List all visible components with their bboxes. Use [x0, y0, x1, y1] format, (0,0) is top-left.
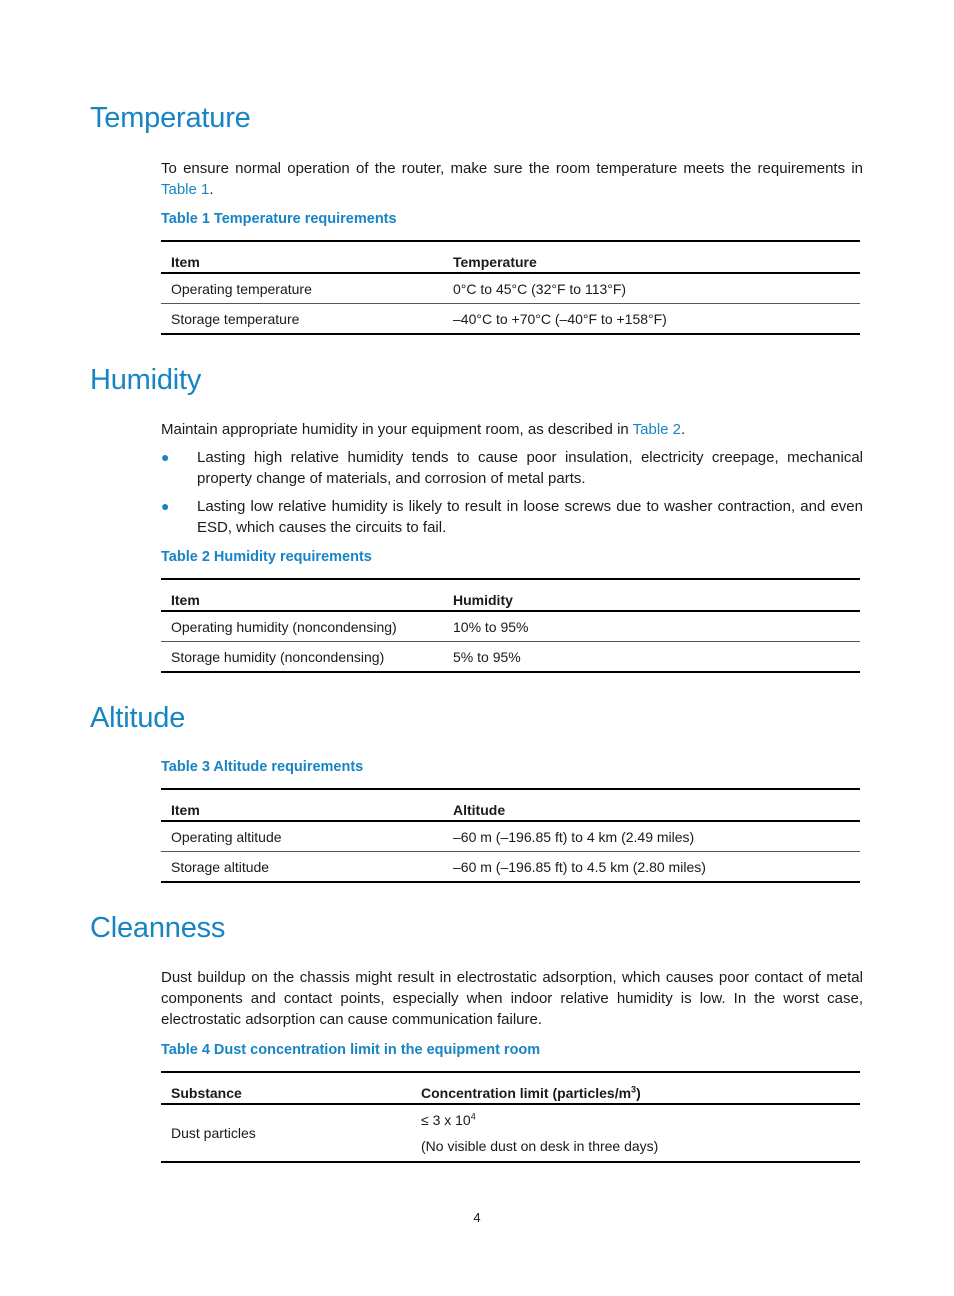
table-header-row — [161, 789, 860, 821]
table-cell — [411, 1104, 860, 1162]
table-cell: 0°C to 45°C (32°F to 113°F) — [443, 273, 860, 304]
dust-table — [161, 1071, 860, 1163]
limit-header-end: ) — [636, 1085, 641, 1101]
table-header-cell: Altitude — [443, 789, 860, 821]
table-cell: Operating humidity (noncondensing) — [161, 611, 443, 642]
table-row — [161, 821, 860, 852]
limit-exponent: 4 — [470, 1111, 476, 1122]
humidity-intro-text: Maintain appropriate humidity in your equipment room, as described in — [161, 421, 633, 438]
altitude-table — [161, 788, 860, 883]
section-heading-humidity: Humidity — [90, 364, 202, 396]
table-cell: Storage altitude — [161, 852, 443, 883]
temperature-intro-text: To ensure normal operation of the router, make sure the room temperature meets the requirements in — [161, 160, 863, 177]
bullet-icon: ● — [161, 449, 170, 465]
limit-note: (No visible dust on desk in three days) — [421, 1138, 659, 1154]
bullet-text: Lasting low relative humidity is likely to result in loose screws due to washer contraction, and even ESD, which causes the circuits to fail. — [197, 498, 863, 536]
table-row — [161, 304, 860, 335]
temperature-intro — [161, 158, 863, 200]
table-header-cell: Item — [161, 241, 443, 273]
list-item — [161, 496, 863, 538]
table-cell: Operating altitude — [161, 821, 443, 852]
table-header-cell: Substance — [161, 1072, 411, 1104]
limit-base: ≤ 3 x 10 — [421, 1112, 471, 1128]
table-cell: Storage temperature — [161, 304, 443, 335]
page-number: 4 — [473, 1210, 481, 1225]
limit-header-text: Concentration limit (particles/m — [421, 1085, 632, 1101]
table1-link[interactable]: Table 1 — [161, 181, 210, 198]
section-heading-cleanness: Cleanness — [90, 912, 226, 944]
limit-header-sup: 3 — [631, 1084, 637, 1095]
table2-link[interactable]: Table 2 — [632, 421, 682, 438]
humidity-intro-end: . — [681, 421, 686, 438]
table-cell: Storage humidity (noncondensing) — [161, 642, 443, 673]
table-cell: Operating temperature — [161, 273, 443, 304]
table-cell: 10% to 95% — [443, 611, 860, 642]
cleanness-intro: Dust buildup on the chassis might result in electrostatic adsorption, which causes poor contact of metal components and contact points, especially when indoor relative humidity is low. In the worst case, electrostatic adsorption can cause communication failure. — [161, 969, 863, 1028]
bullet-text: Lasting high relative humidity tends to cause poor insulation, electricity creepage, mechanical property change of materials, and corrosion of metal parts. — [197, 449, 863, 487]
table-row — [161, 852, 860, 883]
table-header-row — [161, 1072, 860, 1104]
table-row — [161, 642, 860, 673]
table4-caption: Table 4 Dust concentration limit in the equipment room — [161, 1042, 541, 1058]
list-item — [161, 447, 863, 489]
table-cell: –60 m (–196.85 ft) to 4 km (2.49 miles) — [443, 821, 860, 852]
table-row — [161, 273, 860, 304]
temperature-table — [161, 240, 860, 335]
table-cell: –40°C to +70°C (–40°F to +158°F) — [443, 304, 860, 335]
table3-caption: Table 3 Altitude requirements — [161, 759, 364, 775]
limit-value — [421, 1107, 860, 1133]
table-header-row — [161, 579, 860, 611]
table-cell: 5% to 95% — [443, 642, 860, 673]
humidity-intro — [161, 419, 863, 440]
table-row — [161, 611, 860, 642]
table1-caption: Table 1 Temperature requirements — [161, 211, 397, 227]
table-header-cell: Item — [161, 579, 443, 611]
section-heading-altitude: Altitude — [90, 702, 186, 734]
table2-caption: Table 2 Humidity requirements — [161, 549, 372, 565]
temperature-intro-end: . — [209, 181, 214, 198]
table-cell: Dust particles — [161, 1104, 411, 1162]
table-header-cell: Humidity — [443, 579, 860, 611]
section-heading-temperature: Temperature — [90, 102, 251, 134]
table-cell: –60 m (–196.85 ft) to 4.5 km (2.80 miles) — [443, 852, 860, 883]
humidity-table — [161, 578, 860, 673]
table-header-cell: Item — [161, 789, 443, 821]
table-header-row — [161, 241, 860, 273]
table-row — [161, 1104, 860, 1162]
table-header-cell — [411, 1072, 860, 1104]
bullet-icon: ● — [161, 498, 170, 514]
table-header-cell: Temperature — [443, 241, 860, 273]
